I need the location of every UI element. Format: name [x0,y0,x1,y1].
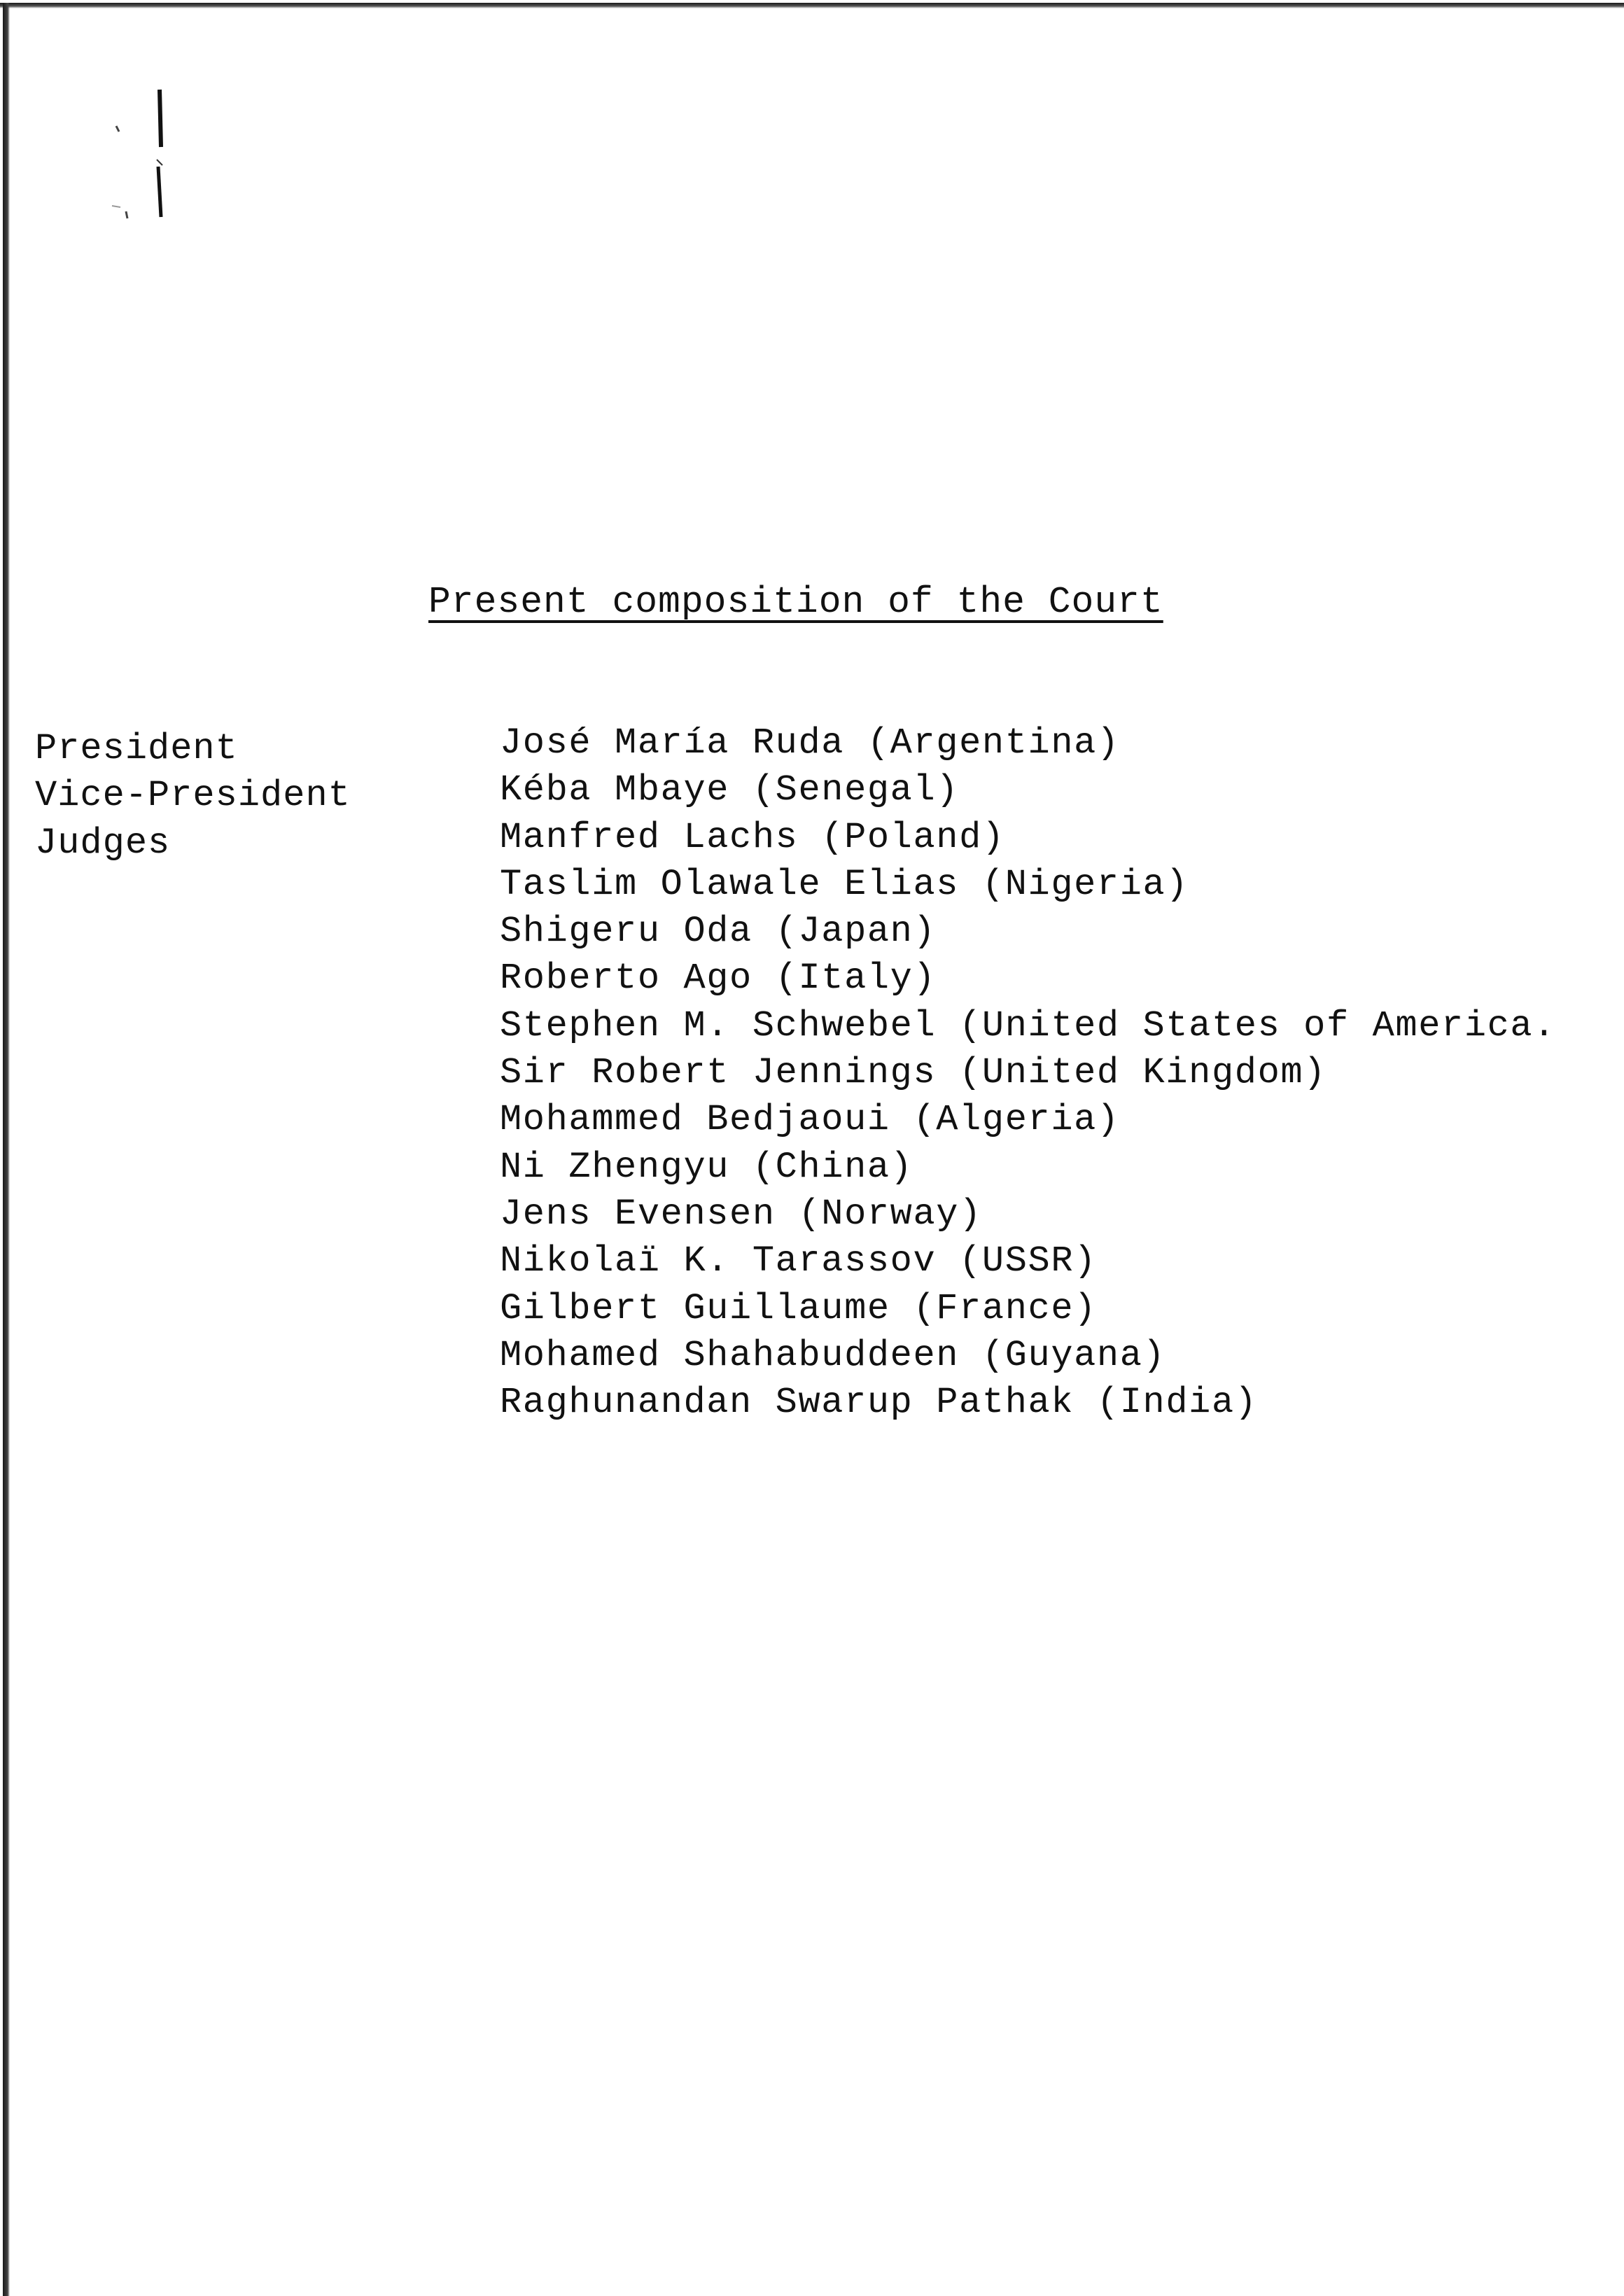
member-item: Mohammed Bedjaoui (Algeria) [500,1099,1120,1141]
scan-marks-icon [105,77,182,231]
member-list [500,720,1613,1426]
member-item: Raghunandan Swarup Pathak (India) [500,1382,1258,1424]
role-list [35,725,351,867]
member-item: Jens Evensen (Norway) [500,1193,982,1235]
member-item: Kéba Mbaye (Senegal) [500,769,960,811]
member-item: Mohamed Shahabuddeen (Guyana) [500,1334,1166,1376]
role-president: President [35,728,238,769]
page-title: Present composition of the Court [428,581,1163,623]
member-item: Roberto Ago (Italy) [500,958,937,1000]
role-vice-president: Vice-President [35,775,351,817]
member-item: Ni Zhengyu (China) [500,1146,913,1188]
scan-edge-left [3,3,10,2296]
member-item: Manfred Lachs (Poland) [500,816,1005,858]
scan-edge-top [0,3,1624,8]
role-judges: Judges [35,822,171,864]
member-item: Stephen M. Schwebel (United States of America. [500,1004,1557,1046]
member-item: José María Ruda (Argentina) [500,722,1120,764]
member-item: Shigeru Oda (Japan) [500,911,937,953]
member-item: Nikolaï K. Tarassov (USSR) [500,1240,1097,1282]
member-item: Taslim Olawale Elias (Nigeria) [500,863,1189,905]
member-item: Gilbert Guillaume (France) [500,1287,1097,1329]
member-item: Sir Robert Jennings (United Kingdom) [500,1052,1326,1094]
